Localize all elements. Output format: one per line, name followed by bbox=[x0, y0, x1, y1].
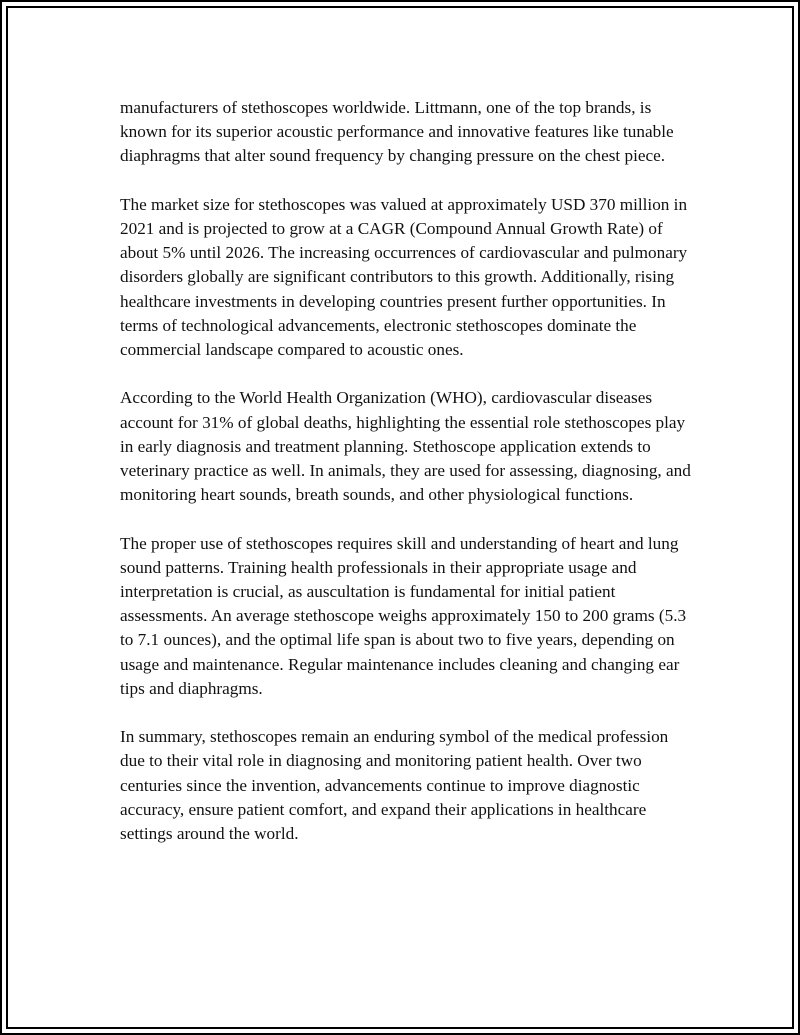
paragraph-2: The market size for stethoscopes was valued at approximately USD 370 million in 2021 and is projected to grow at a CAGR (Compound Annual Growth Rate) of about 5% until 2026. The increasing occurrences of cardiovascular and pulmonary disorders globally are significant contributors to this growth. Additionally, rising healthcare investments in developing countries present further opportunities. In terms of technological advancements, electronic stethoscopes dominate the commercial landscape compared to acoustic ones. bbox=[120, 194, 688, 360]
paragraph-3: According to the World Health Organization (WHO), cardiovascular diseases account for 31% of global deaths, highlighting the essential role stethoscopes play in early diagnosis and treatment planning. Stethoscope application extends to veterinary practice as well. In animals, they are used for assessing, diagnosing, and monitoring heart sounds, breath sounds, and other physiological functions. bbox=[120, 388, 691, 505]
paragraph-4: The proper use of stethoscopes requires skill and understanding of heart and lung sound patterns. Training health professionals in their appropriate usage and interpretation is crucial, as auscultation is fundamental for initial patient assessments. An average stethoscope weighs approximately 150 to 200 grams (5.3 to 7.1 ounces), and the optimal life span is about two to five years, depending on usage and maintenance. Regular maintenance includes cleaning and changing ear tips and diaphragms. bbox=[120, 533, 687, 698]
paragraph-5: In summary, stethoscopes remain an enduring symbol of the medical profession due to their vital role in diagnosing and monitoring patient health. Over two centuries since the invention, advancements continue to improve diagnostic accuracy, ensure patient comfort, and expand their applications in healthcare settings around the world. bbox=[120, 727, 669, 844]
document-body bbox=[120, 96, 692, 870]
paragraph-1: manufacturers of stethoscopes worldwide. Littmann, one of the top brands, is known for its superior acoustic performance and innovative features like tunable diaphragms that alter sound frequency by changing pressure on the chest piece. bbox=[120, 98, 674, 166]
